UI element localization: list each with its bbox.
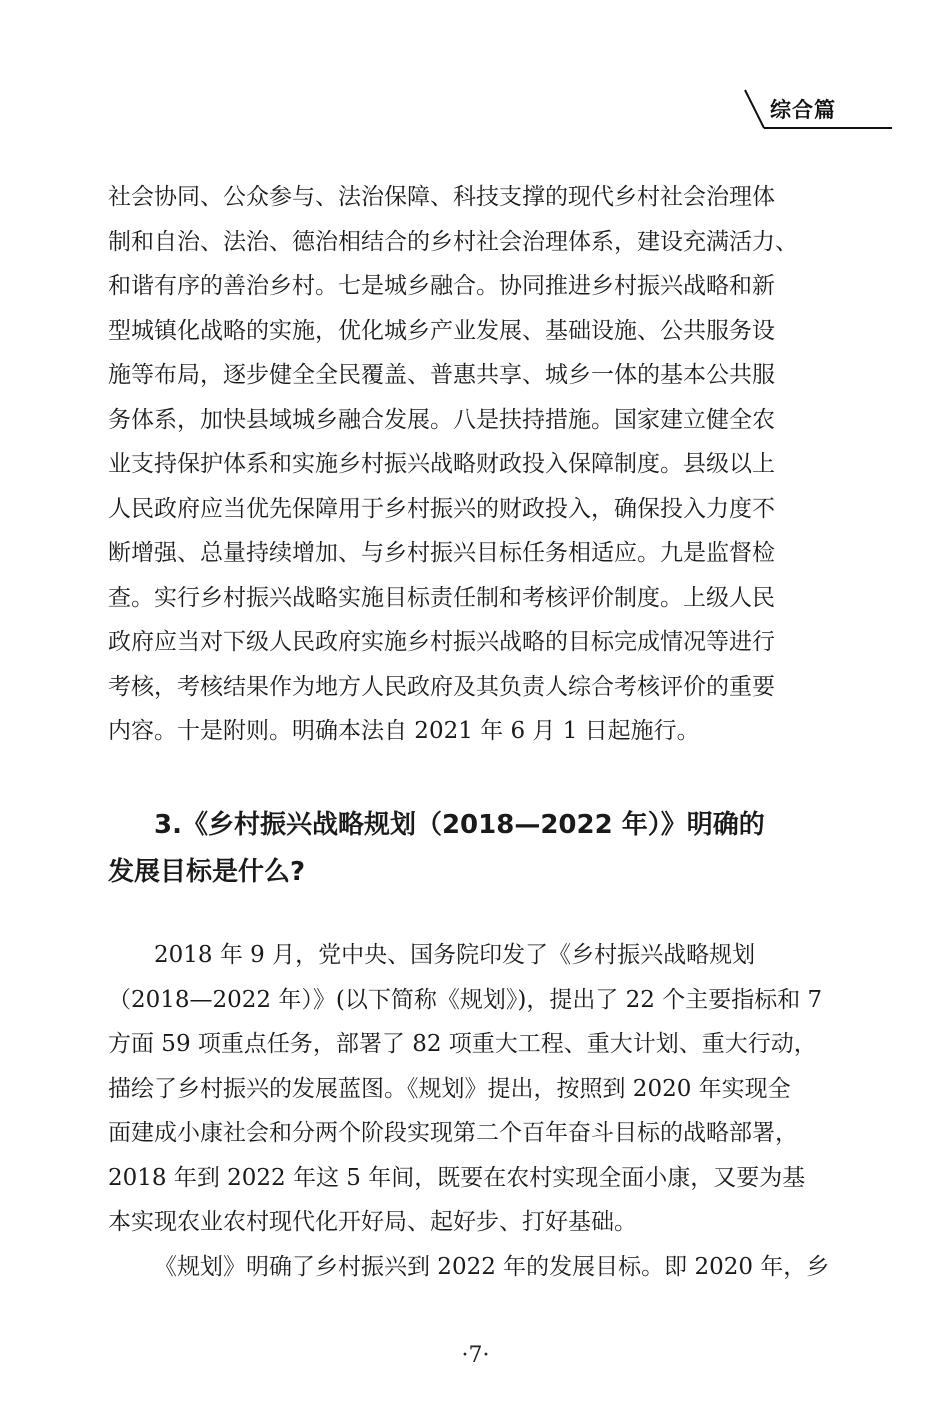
body-line: 社会协同、公众参与、法治保障、科技支撑的现代乡村社会治理体 <box>108 184 775 210</box>
running-header <box>742 88 892 132</box>
body-line: 业支持保护体系和实施乡村振兴战略财政投入保障制度。县级以上 <box>108 451 775 477</box>
body-line: 内容。十是附则。明确本法自 2021 年 6 月 1 日起施行。 <box>108 718 700 744</box>
body-line: 制和自治、法治、德治相结合的乡村社会治理体系，建设充满活力、 <box>108 228 798 255</box>
body-line: 方面 59 项重点任务，部署了 82 项重大工程、重大计划、重大行动， <box>108 1031 817 1057</box>
question-heading <box>108 802 838 896</box>
header-underline <box>742 88 892 132</box>
body-line: 和谐有序的善治乡村。七是城乡融合。协同推进乡村振兴战略和新 <box>108 273 775 299</box>
body-line: 人民政府应当优先保障用于乡村振兴的财政投入，确保投入力度不 <box>108 495 775 522</box>
page-number: ·7· <box>461 1343 490 1368</box>
body-line: 务体系，加快县域城乡融合发展。八是扶持措施。国家建立健全农 <box>108 406 775 433</box>
question-heading-line-2: 发展目标是什么? <box>108 857 306 887</box>
body-line: 面建成小康社会和分两个阶段实现第二个百年奋斗目标的战略部署， <box>108 1120 798 1146</box>
body-line: 描绘了乡村振兴的发展蓝图。《规划》提出，按照到 2020 年实现全 <box>108 1075 791 1102</box>
section-title: 综合篇 <box>770 98 836 122</box>
body-line: （2018—2022 年）》(以下简称《规划》)，提出了 22 个主要指标和 7 <box>108 986 823 1013</box>
body-line: 2018 年到 2022 年这 5 年间，既要在农村实现全面小康，又要为基 <box>108 1164 806 1191</box>
question-heading-line-1: 3.《乡村振兴战略规划（2018—2022 年）》明确的 <box>154 810 765 840</box>
body-line: 施等布局，逐步健全全民覆盖、普惠共享、城乡一体的基本公共服 <box>108 362 775 388</box>
paragraph-2 <box>108 1245 838 1290</box>
body-line: 考核，考核结果作为地方人民政府及其负责人综合考核评价的重要 <box>108 673 775 700</box>
body-line: 查。实行乡村振兴战略实施目标责任制和考核评价制度。上级人民 <box>108 584 775 611</box>
body-line: 政府应当对下级人民政府实施乡村振兴战略的目标完成情况等进行 <box>108 629 775 655</box>
body-line: 本实现农业农村现代化开好局、起好步、打好基础。 <box>108 1209 637 1235</box>
body-line: 型城镇化战略的实施，优化城乡产业发展、基础设施、公共服务设 <box>108 317 775 344</box>
body-line: 《规划》明确了乡村振兴到 2022 年的发展目标。即 2020 年，乡 <box>154 1253 830 1280</box>
body-line: 2018 年 9 月，党中央、国务院印发了《乡村振兴战略规划 <box>154 942 756 968</box>
paragraph-1 <box>108 933 838 1245</box>
body-text-block-2 <box>108 933 838 1289</box>
body-line: 断增强、总量持续增加、与乡村振兴目标任务相适应。九是监督检 <box>108 540 775 566</box>
body-text-block-1 <box>108 175 838 754</box>
